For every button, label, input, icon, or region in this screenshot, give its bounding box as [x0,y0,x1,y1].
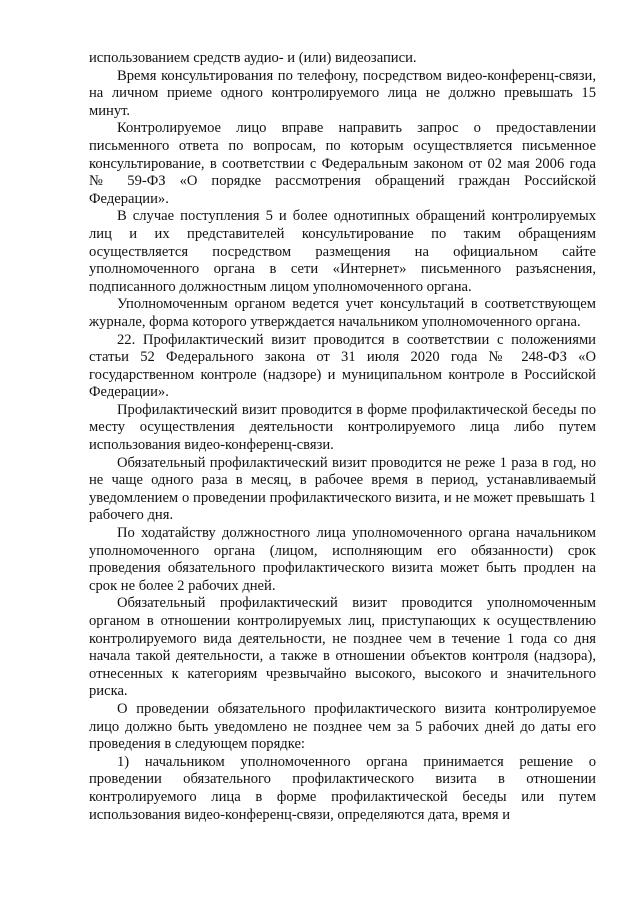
paragraph-mandatory-visit-frequency: Обязательный профилактический визит проводится не реже 1 раза в год, но не чаще одного раза в месяц, в рабочее время в период, устанавливаемый уведомлением о проведении профилактического визита, и не может превышать 1 рабочего дня. [89,454,596,524]
paragraph-list-item-1: 1) начальником уполномоченного органа принимается решение о проведении обязательного профилактического визита в отношении контролируемого лица в форме профилактической беседы или путем использования видео-конференц-связи, определяются дата, время и [89,753,596,823]
paragraph-similar-requests: В случае поступления 5 и более однотипных обращений контролируемых лиц и их представителей консультирование по таким обращениям осуществляется посредством размещения на официальном сайте уполномоченного органа в сети «Интернет» письменного разъяснения, подписанного должностным лицом уполномоченного органа. [89,208,596,295]
paragraph-consultation-time: Время консультирования по телефону, посредством видео-конференц-связи, на личном приеме одного контролируемого лица не должно превышать 15 минут. [89,67,596,119]
paragraph-notification-order: О проведении обязательного профилактического визита контролируемое лицо должно быть уведомлено не позднее чем за 5 рабочих дней до даты его проведения в следующем порядке: [89,700,596,753]
paragraph-consultation-log: Уполномоченным органом ведется учет консультаций в соответствующем журнале, форма которого утверждается начальником уполномоченного органа. [89,296,596,330]
document-page [89,50,596,824]
paragraph-visit-form: Профилактический визит проводится в форме профилактической беседы по месту осуществления деятельности контролируемого лица либо путем использования видео-конференц-связи. [89,401,596,454]
paragraph-written-request: Контролируемое лицо вправе направить запрос о предоставлении письменного ответа по вопросам, по которым осуществляется письменное консультирование, в соответствии с Федеральным законом от 02 мая 2006 года № 59-ФЗ «О порядке рассмотрения обращений граждан Российской Федерации». [89,120,596,207]
paragraph-mandatory-visit-scope: Обязательный профилактический визит проводится уполномоченным органом в отношении контролируемых лиц, приступающих к осуществлению контролируемого вида деятельности, не позднее чем в течение 1 года со дня начала такой деятельности, а также в отношении объектов контроля (надзора), отнесенных к категориям чрезвычайно высокого, высокого и значительного риска. [89,595,596,700]
paragraph-item-22: 22. Профилактический визит проводится в соответствии с положениями статьи 52 Федерального закона от 31 июля 2020 года № 248-ФЗ «О государственном контроле (надзоре) и муниципальном контроле в Российской Федерации». [89,331,596,401]
paragraph-visit-extension: По ходатайству должностного лица уполномоченного органа начальником уполномоченного органа (лицом, исполняющим его обязанности) срок проведения обязательного профилактического визита может быть продлен на срок не более 2 рабочих дней. [89,525,596,594]
paragraph-continuation: использованием средств аудио- и (или) видеозаписи. [89,50,417,66]
